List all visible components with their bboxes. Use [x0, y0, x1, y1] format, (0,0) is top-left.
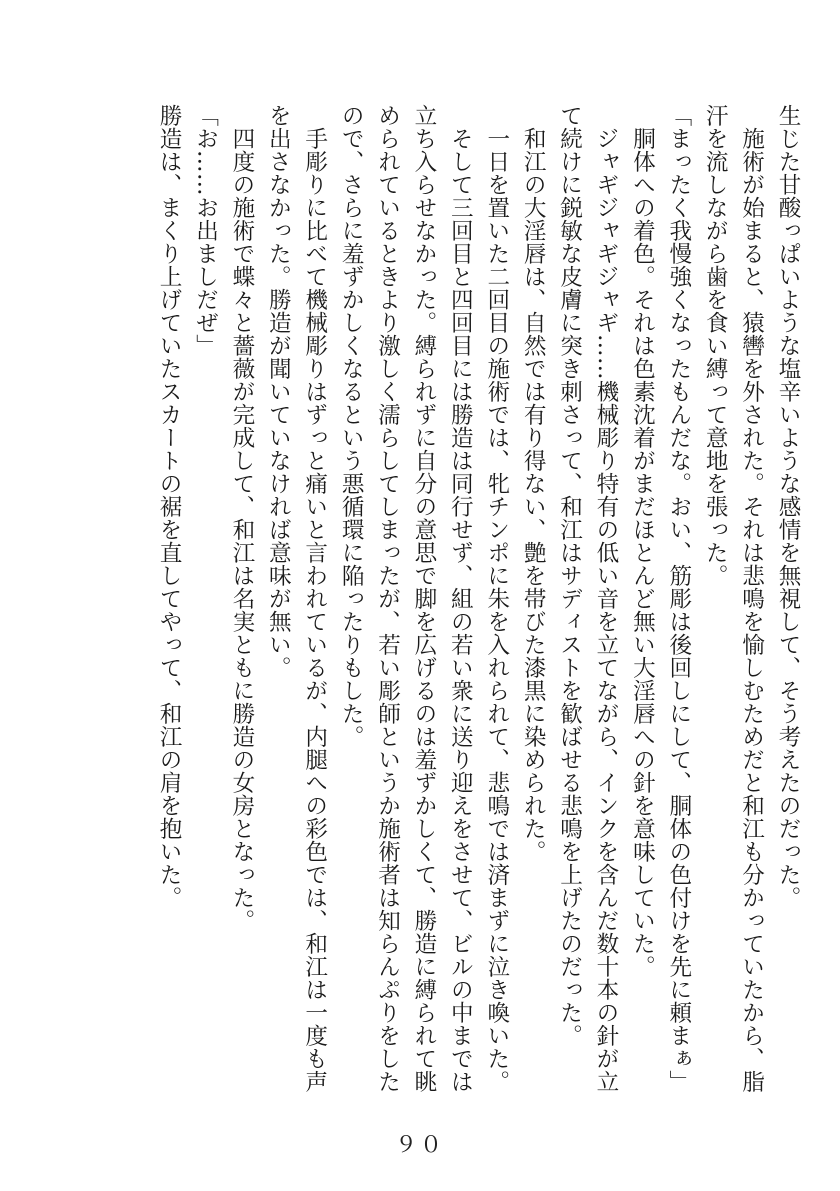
dialogue-paragraph: 「まったく我慢強くなったもんだな。おい、筋彫は後回しにして、胴体の色付けを先に頼まぁ」: [665, 104, 692, 1093]
paragraph: 生じた甘酸っぱいような塩辛いような感情を無視して、そう考えたのだった。: [775, 104, 801, 909]
page-number: ９０: [394, 1133, 445, 1158]
paragraph: 四度の施術で蝶々と薔薇が完成して、和江は名実ともに勝造の女房となった。: [228, 126, 255, 932]
paragraph: 勝造は、まくり上げていたスカートの裾を直してやって、和江の肩を抱いた。: [156, 104, 183, 909]
paragraph: 施術が始まると、猿轡を外された。それは悲鳴を愉しむためだと和江も分かっていたから、脂汗を流しながら歯を食い縛って意地を張った。: [702, 104, 765, 1093]
dialogue-paragraph: 「お……お出ましだぜ」: [192, 104, 219, 357]
paragraph: 胴体への着色。それは色素沈着がまだほとんど無い大淫唇への針を意味していた。: [629, 126, 656, 978]
paragraph: 和江の大淫唇は、自然では有り得ない、艶を帯びた漆黒に染められた。: [520, 126, 547, 863]
vertical-text-body: [16, 104, 806, 1104]
paragraph: そして三回目と四回目には勝造は同行せず、組の若い衆に送り迎えをさせて、ビルの中までは立ち入らせなかった。縛られずに自分の意思で脚を広げるのは羞ずかしくて、勝造に縛られて眺められているときより激しく濡らしてしまったが、若い彫師というか施術者は知らんぷりをしたので、さらに羞ずかしくなるという悪循環に陥ったりもした。: [338, 104, 474, 1093]
paragraph: 一日を置いた二回目の施術では、牝チンポに朱を入れられて、悲鳴では済まずに泣き喚いた。: [483, 126, 510, 1093]
paragraph: 手彫りに比べて機械彫りはずっと痛いと言われているが、内腿への彩色では、和江は一度も声を出さなかった。勝造が聞いていなければ意味が無い。: [265, 104, 328, 1093]
paragraph: ジャギジャギジャギ……機械彫り特有の低い音を立てながら、インクを含んだ数十本の針が立て続けに鋭敏な皮膚に突き刺さって、和江はサディストを歓ばせる悲鳴を上げたのだった。: [556, 104, 619, 1093]
